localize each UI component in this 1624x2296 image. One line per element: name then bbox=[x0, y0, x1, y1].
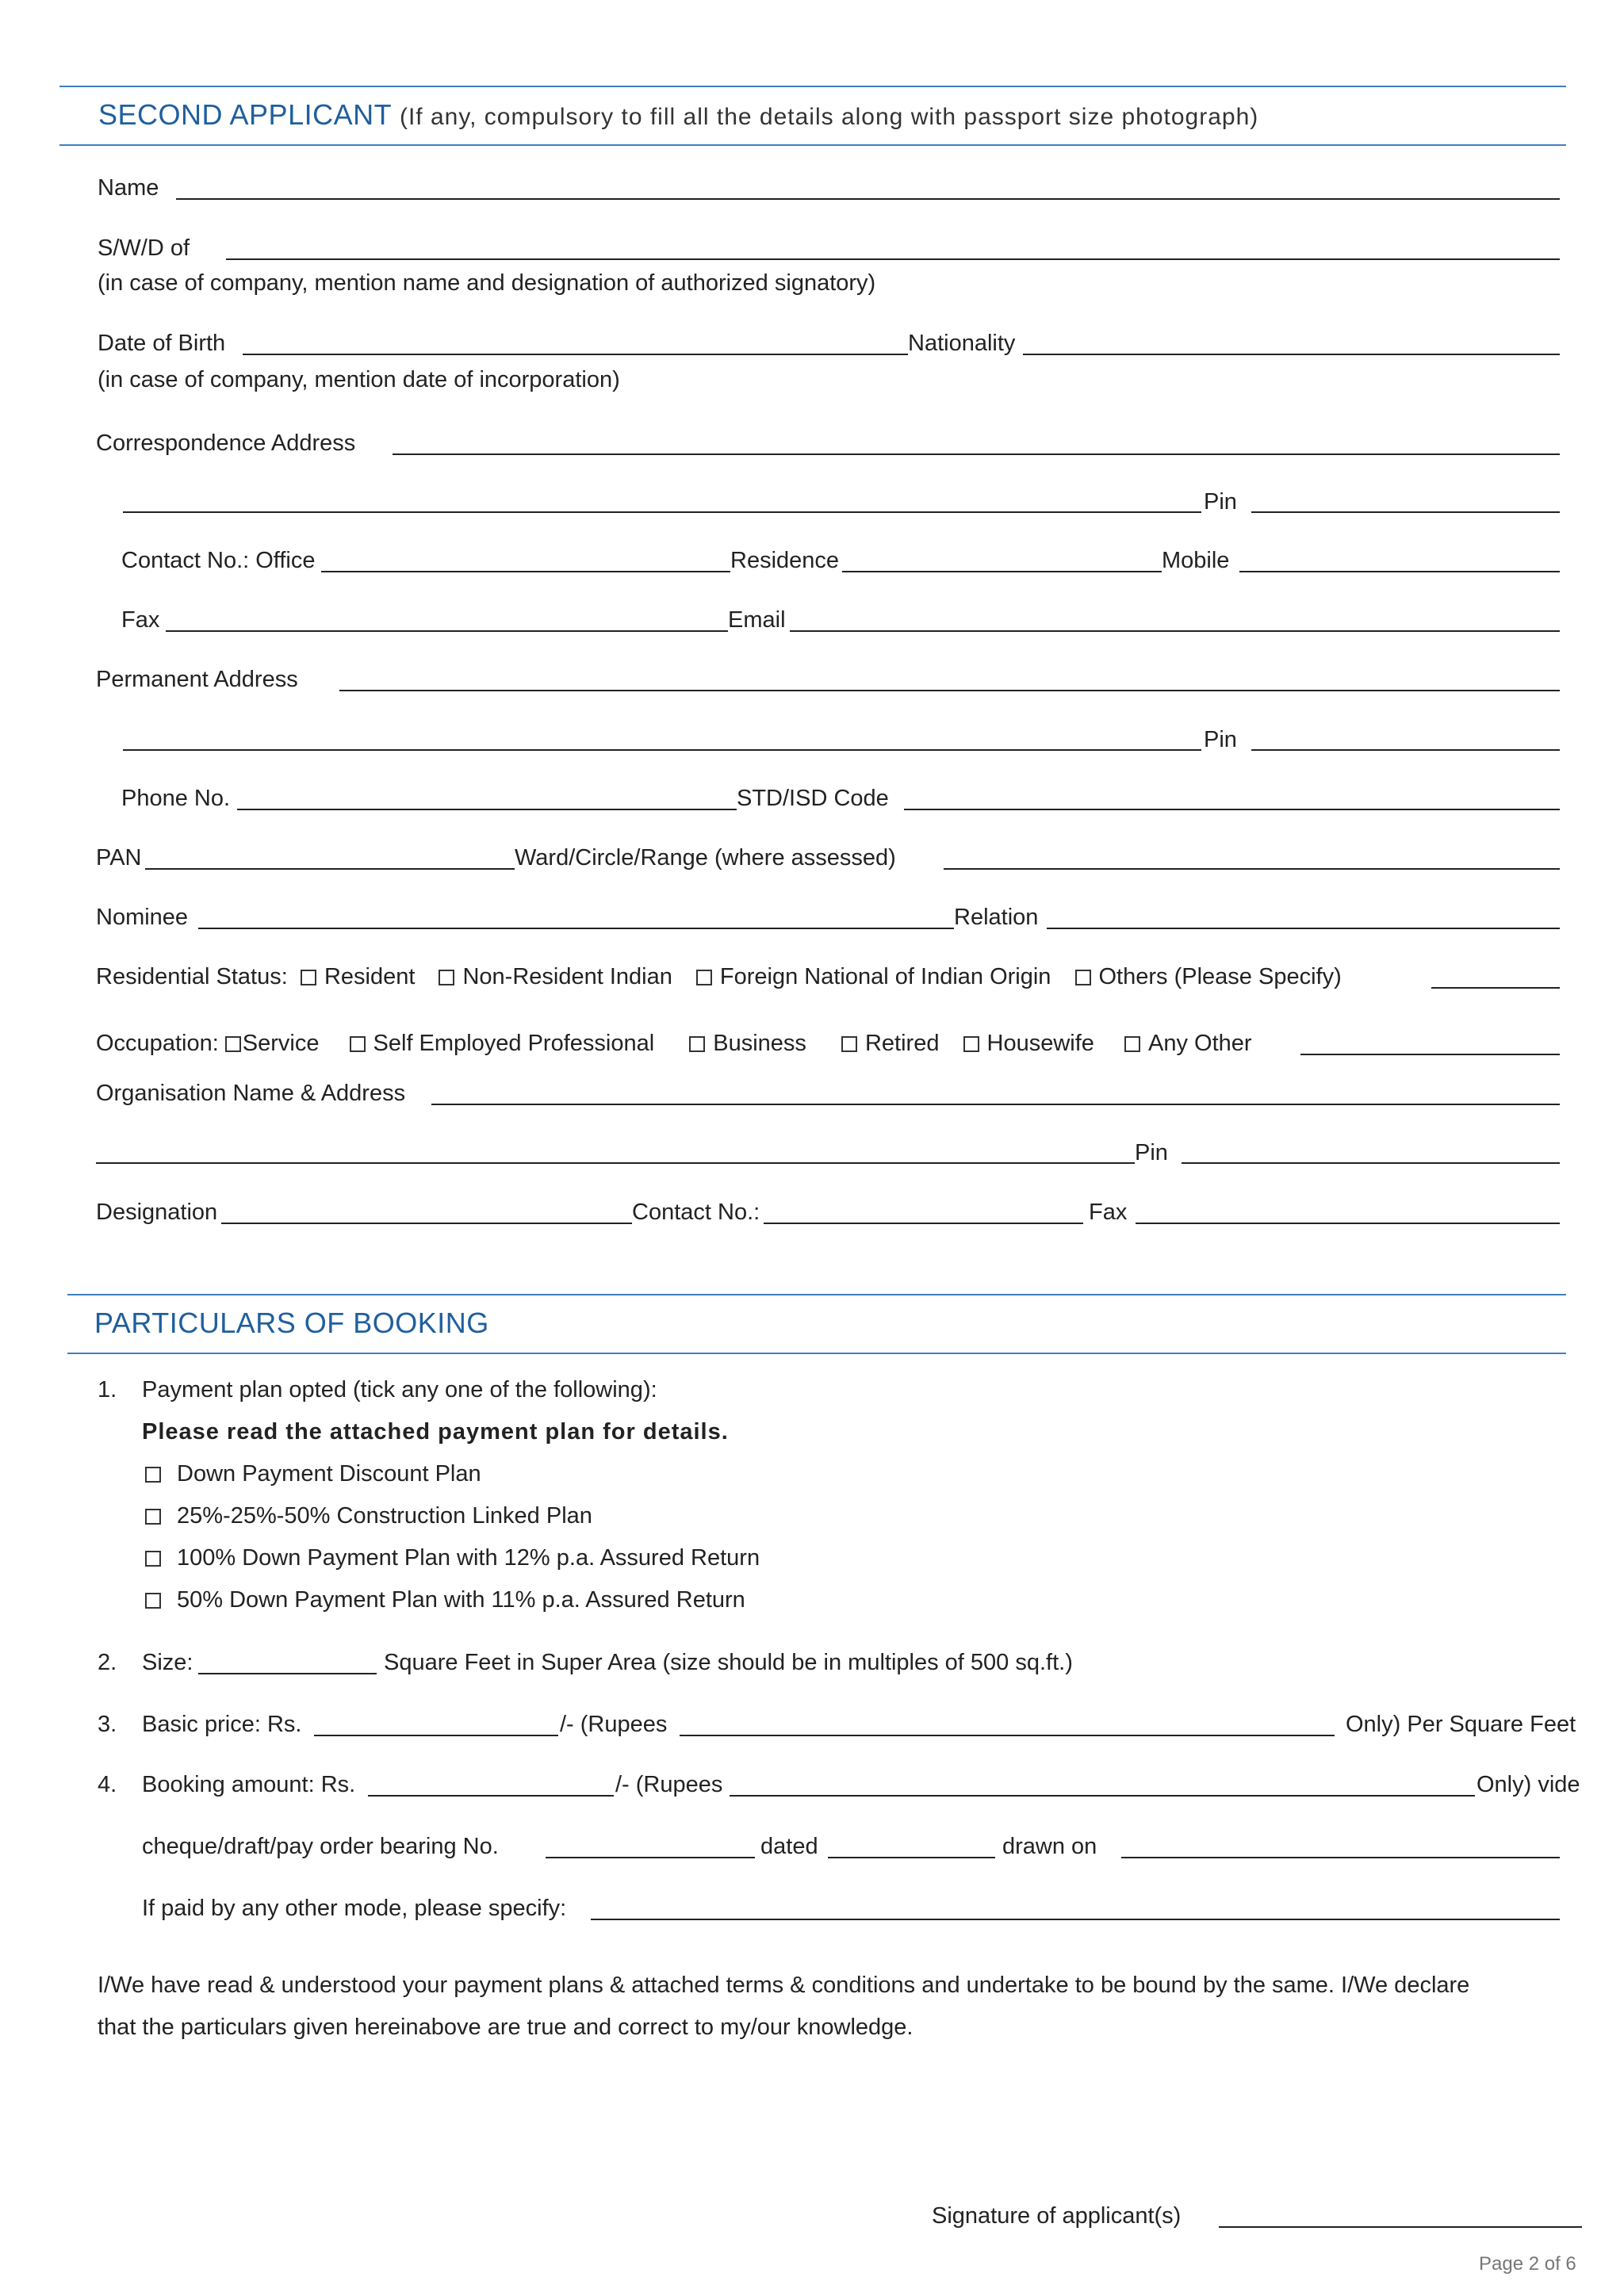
relation-field[interactable] bbox=[1047, 928, 1560, 929]
cheque-number-field[interactable] bbox=[546, 1857, 755, 1858]
signature-field[interactable] bbox=[1219, 2226, 1582, 2228]
plan-2-label: 25%-25%-50% Construction Linked Plan bbox=[177, 1503, 592, 1529]
fax-field[interactable] bbox=[166, 630, 728, 632]
correspondence-field-1[interactable] bbox=[393, 453, 1560, 455]
service-checkbox[interactable] bbox=[225, 1036, 241, 1052]
section-top-rule bbox=[59, 86, 1566, 87]
email-label: Email bbox=[728, 607, 786, 633]
permanent-field-2[interactable] bbox=[123, 749, 1201, 751]
contact-no-field[interactable] bbox=[764, 1223, 1083, 1224]
size-label: Size: bbox=[142, 1650, 193, 1675]
booking-amount-field[interactable] bbox=[368, 1795, 614, 1797]
residence-field[interactable] bbox=[842, 571, 1162, 572]
foreign-national-checkbox[interactable] bbox=[696, 970, 712, 985]
designation-fax-label: Fax bbox=[1089, 1200, 1128, 1225]
permanent-pin-field[interactable] bbox=[1251, 749, 1560, 751]
occupation-label: Occupation: bbox=[96, 1031, 219, 1056]
incorporation-note: (in case of company, mention date of incorporation) bbox=[98, 367, 620, 392]
dob-field[interactable] bbox=[243, 354, 908, 355]
self-employed-option-label: Self Employed Professional bbox=[373, 1031, 655, 1056]
other-mode-label: If paid by any other mode, please specify: bbox=[142, 1896, 567, 1921]
contact-office-field[interactable] bbox=[321, 571, 730, 572]
permanent-pin-label: Pin bbox=[1204, 727, 1237, 752]
cheque-label: cheque/draft/pay order bearing No. bbox=[142, 1834, 499, 1859]
drawn-on-field[interactable] bbox=[1121, 1857, 1560, 1858]
plan-1-checkbox[interactable] bbox=[145, 1467, 161, 1483]
plan-2-checkbox[interactable] bbox=[145, 1509, 161, 1525]
booking-top-rule bbox=[67, 1294, 1566, 1295]
std-field[interactable] bbox=[904, 809, 1560, 810]
any-other-option-label: Any Other bbox=[1148, 1031, 1252, 1056]
mobile-field[interactable] bbox=[1239, 571, 1560, 572]
housewife-option-label: Housewife bbox=[986, 1031, 1094, 1056]
correspondence-field-2[interactable] bbox=[123, 511, 1201, 513]
resident-option-label: Resident bbox=[324, 964, 416, 989]
organisation-pin-label: Pin bbox=[1135, 1140, 1168, 1165]
others-option-label: Others (Please Specify) bbox=[1098, 964, 1342, 989]
booking-title: PARTICULARS OF BOOKING bbox=[94, 1307, 489, 1339]
resident-checkbox[interactable] bbox=[301, 970, 316, 985]
booking-amount-rupees-label: /- (Rupees bbox=[615, 1772, 723, 1797]
second-applicant-title: SECOND APPLICANT bbox=[98, 98, 392, 131]
email-field[interactable] bbox=[790, 630, 1560, 632]
designation-field[interactable] bbox=[221, 1223, 632, 1224]
swd-field[interactable] bbox=[226, 258, 1560, 260]
foreign-national-option-label: Foreign National of Indian Origin bbox=[719, 964, 1051, 989]
organisation-field-1[interactable] bbox=[431, 1104, 1560, 1105]
item2-number: 2. bbox=[98, 1650, 117, 1675]
plan-option-4 bbox=[145, 1586, 745, 1613]
plan-3-label: 100% Down Payment Plan with 12% p.a. Assured Return bbox=[177, 1545, 760, 1571]
organisation-label: Organisation Name & Address bbox=[96, 1081, 406, 1106]
basic-price-rupees-label: /- (Rupees bbox=[560, 1712, 668, 1737]
nominee-label: Nominee bbox=[96, 905, 189, 930]
phone-field[interactable] bbox=[237, 809, 737, 810]
item1-text: Payment plan opted (tick any one of the following): bbox=[142, 1377, 657, 1402]
phone-label: Phone No. bbox=[121, 786, 231, 811]
nri-option-label: Non-Resident Indian bbox=[462, 964, 672, 989]
plan-option-2 bbox=[145, 1502, 592, 1529]
item1-number: 1. bbox=[98, 1377, 117, 1402]
name-field[interactable] bbox=[176, 198, 1560, 200]
business-checkbox[interactable] bbox=[689, 1036, 705, 1052]
nationality-field[interactable] bbox=[1023, 354, 1560, 355]
occupation-row bbox=[96, 1030, 1270, 1057]
residential-status-row bbox=[96, 963, 1359, 990]
booking-amount-suffix: Only) vide bbox=[1477, 1772, 1580, 1797]
swd-label: S/W/D of bbox=[98, 235, 190, 261]
contact-office-label: Contact No.: Office bbox=[121, 548, 316, 573]
drawn-on-label: drawn on bbox=[1002, 1834, 1097, 1859]
plan-option-1 bbox=[145, 1460, 481, 1487]
any-other-checkbox[interactable] bbox=[1124, 1036, 1140, 1052]
correspondence-label: Correspondence Address bbox=[96, 430, 356, 456]
self-employed-checkbox[interactable] bbox=[350, 1036, 366, 1052]
basic-price-field[interactable] bbox=[314, 1735, 558, 1736]
residential-status-label: Residential Status: bbox=[96, 964, 288, 989]
company-signatory-note: (in case of company, mention name and designation of authorized signatory) bbox=[98, 270, 876, 296]
booking-amount-label: Booking amount: Rs. bbox=[142, 1772, 356, 1797]
page-number: Page 2 of 6 bbox=[1479, 2253, 1576, 2275]
designation-fax-field[interactable] bbox=[1136, 1223, 1560, 1224]
section-bottom-rule bbox=[59, 144, 1566, 146]
retired-checkbox[interactable] bbox=[841, 1036, 857, 1052]
mobile-label: Mobile bbox=[1162, 548, 1230, 573]
others-specify-field[interactable] bbox=[1431, 987, 1560, 989]
correspondence-pin-field[interactable] bbox=[1251, 511, 1560, 513]
basic-price-label: Basic price: Rs. bbox=[142, 1712, 302, 1737]
designation-label: Designation bbox=[96, 1200, 218, 1225]
organisation-field-2[interactable] bbox=[96, 1162, 1135, 1164]
other-mode-field[interactable] bbox=[591, 1919, 1560, 1920]
second-applicant-note: (If any, compulsory to fill all the details along with passport size photograph) bbox=[399, 104, 1259, 130]
pan-field[interactable] bbox=[145, 868, 515, 870]
item3-number: 3. bbox=[98, 1712, 117, 1737]
retired-option-label: Retired bbox=[864, 1031, 940, 1056]
contact-no-label: Contact No.: bbox=[632, 1200, 760, 1225]
plan-1-label: Down Payment Discount Plan bbox=[177, 1461, 481, 1487]
others-checkbox[interactable] bbox=[1075, 970, 1091, 985]
item4-number: 4. bbox=[98, 1772, 117, 1797]
plan-4-checkbox[interactable] bbox=[145, 1593, 161, 1609]
plan-4-label: 50% Down Payment Plan with 11% p.a. Assured Return bbox=[177, 1587, 745, 1613]
dated-field[interactable] bbox=[828, 1857, 995, 1858]
size-field[interactable] bbox=[198, 1673, 377, 1674]
service-option-label: Service bbox=[242, 1031, 320, 1056]
housewife-checkbox[interactable] bbox=[963, 1036, 979, 1052]
any-other-field[interactable] bbox=[1300, 1054, 1560, 1055]
basic-price-suffix: Only) Per Square Feet bbox=[1346, 1712, 1576, 1737]
organisation-pin-field[interactable] bbox=[1182, 1162, 1560, 1164]
permanent-label: Permanent Address bbox=[96, 667, 298, 692]
plan-3-checkbox[interactable] bbox=[145, 1551, 161, 1567]
second-applicant-heading bbox=[98, 98, 1258, 132]
booking-bottom-rule bbox=[67, 1353, 1566, 1354]
item1-bold-note: Please read the attached payment plan for details. bbox=[142, 1419, 729, 1445]
permanent-field-1[interactable] bbox=[339, 690, 1560, 691]
business-option-label: Business bbox=[713, 1031, 806, 1056]
std-label: STD/ISD Code bbox=[737, 786, 889, 811]
correspondence-pin-label: Pin bbox=[1204, 489, 1237, 515]
nominee-field[interactable] bbox=[198, 928, 954, 929]
ward-field[interactable] bbox=[944, 868, 1560, 870]
declaration-line-2: that the particulars given hereinabove are true and correct to my/our knowledge. bbox=[98, 2015, 914, 2040]
booking-amount-words-field[interactable] bbox=[730, 1795, 1475, 1797]
nationality-label: Nationality bbox=[908, 331, 1016, 356]
size-suffix: Square Feet in Super Area (size should be in multiples of 500 sq.ft.) bbox=[384, 1650, 1073, 1675]
declaration-line-1: I/We have read & understood your payment plans & attached terms & conditions and undertake to be bound by the same. I/We declare bbox=[98, 1973, 1470, 1998]
relation-label: Relation bbox=[954, 905, 1039, 930]
ward-label: Ward/Circle/Range (where assessed) bbox=[515, 845, 896, 871]
residence-label: Residence bbox=[730, 548, 840, 573]
dated-label: dated bbox=[760, 1834, 818, 1859]
signature-label: Signature of applicant(s) bbox=[932, 2203, 1182, 2229]
fax-label: Fax bbox=[121, 607, 160, 633]
pan-label: PAN bbox=[96, 845, 142, 871]
plan-option-3 bbox=[145, 1544, 760, 1571]
dob-label: Date of Birth bbox=[98, 331, 226, 356]
basic-price-words-field[interactable] bbox=[680, 1735, 1335, 1736]
name-label: Name bbox=[98, 175, 159, 201]
nri-checkbox[interactable] bbox=[439, 970, 454, 985]
